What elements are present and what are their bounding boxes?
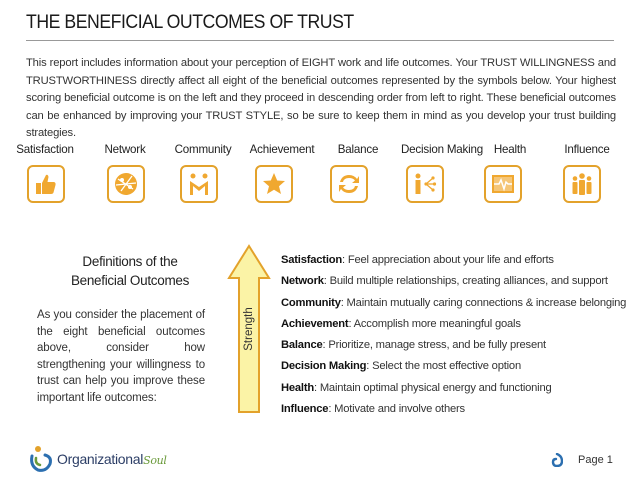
page-marker-icon <box>551 453 563 467</box>
definition-text: : Maintain optimal physical energy and functioning <box>314 381 552 394</box>
definition-term: Satisfaction <box>281 254 343 266</box>
tile-achievement <box>255 165 293 203</box>
definition-health <box>281 378 621 399</box>
definition-decision-making <box>281 356 621 377</box>
definitions-heading: Definitions of the Beneficial Outcomes <box>70 254 190 288</box>
thumbs-up-icon <box>32 170 60 198</box>
definitions-list <box>281 250 627 420</box>
definition-term: Balance <box>281 339 323 352</box>
tile-decision-making <box>406 165 444 203</box>
outcome-label-satisfaction: Satisfaction <box>16 143 74 156</box>
community-people-icon <box>185 170 213 198</box>
outcome-label-achievement: Achievement <box>249 143 315 156</box>
definition-term: Community <box>281 296 341 309</box>
organizational-soul-logo-icon <box>28 444 56 474</box>
tile-network <box>107 165 145 203</box>
star-icon <box>260 170 288 198</box>
tile-community <box>180 165 218 203</box>
group-icon <box>568 170 596 198</box>
outcome-label-decision-making: Decision Making <box>400 143 484 156</box>
definition-text: : Build multiple relationships, creating alliances, and support <box>323 275 608 288</box>
decision-icon <box>411 170 439 198</box>
brand-soul: Soul <box>143 454 167 467</box>
brand-logo-text <box>57 451 167 467</box>
definition-satisfaction <box>281 250 621 271</box>
definitions-intro: As you consider the placement of the eight beneficial outcomes above, consider how strengthening your willingness to trust can help you improve these important life outcomes: <box>37 309 205 404</box>
outcome-label-balance: Balance <box>337 143 379 156</box>
tile-balance <box>330 165 368 203</box>
page-number: Page 1 <box>578 454 613 466</box>
outcome-label-health: Health <box>493 143 527 156</box>
balance-cycle-icon <box>335 170 363 198</box>
definition-term: Influence <box>281 403 329 416</box>
outcome-label-community: Community <box>174 143 232 156</box>
definition-text: : Motivate and involve others <box>328 403 465 416</box>
title-divider <box>26 40 614 41</box>
intro-paragraph: This report includes information about your perception of EIGHT work and life outcomes. Your TRUST WILLINGNESS and TRUSTWORTHINESS directly affect all eight of the beneficial outcomes represented by the symbols below. Your highest scoring beneficial outcome is on the left and they proceed in descending order from left to right. These beneficial outcomes can be enhanced by improving your TRUST STYLE, so be sure to keep them in mind as you develop your trust building strategies. <box>26 57 616 139</box>
definition-text: : Feel appreciation about your life and efforts <box>342 254 554 266</box>
definition-community <box>281 293 627 314</box>
definition-influence <box>281 399 621 420</box>
heart-monitor-icon <box>489 170 517 198</box>
definition-text: : Select the most effective option <box>366 360 521 373</box>
definition-text: : Accomplish more meaningful goals <box>348 317 521 330</box>
tile-health <box>484 165 522 203</box>
definition-term: Achievement <box>281 317 349 330</box>
tile-satisfaction <box>27 165 65 203</box>
page-title: THE BENEFICIAL OUTCOMES OF TRUST <box>26 12 354 33</box>
definition-achievement <box>281 314 621 335</box>
outcome-labels <box>16 143 622 159</box>
definition-term: Decision Making <box>281 360 367 373</box>
definition-text: : Maintain mutually caring connections & increase belonging <box>340 296 627 309</box>
definition-balance <box>281 335 621 356</box>
definition-term: Network <box>281 275 324 288</box>
strength-label: Strength <box>243 307 255 351</box>
definition-text: : Prioritize, manage stress, and be fully present <box>322 339 546 352</box>
tile-influence <box>563 165 601 203</box>
network-globe-icon <box>112 170 140 198</box>
outcome-label-network: Network <box>104 143 146 156</box>
outcome-label-influence: Influence <box>564 143 610 156</box>
definition-network <box>281 271 621 292</box>
brand-name: Organizational <box>57 451 144 467</box>
definition-term: Health <box>281 381 314 394</box>
